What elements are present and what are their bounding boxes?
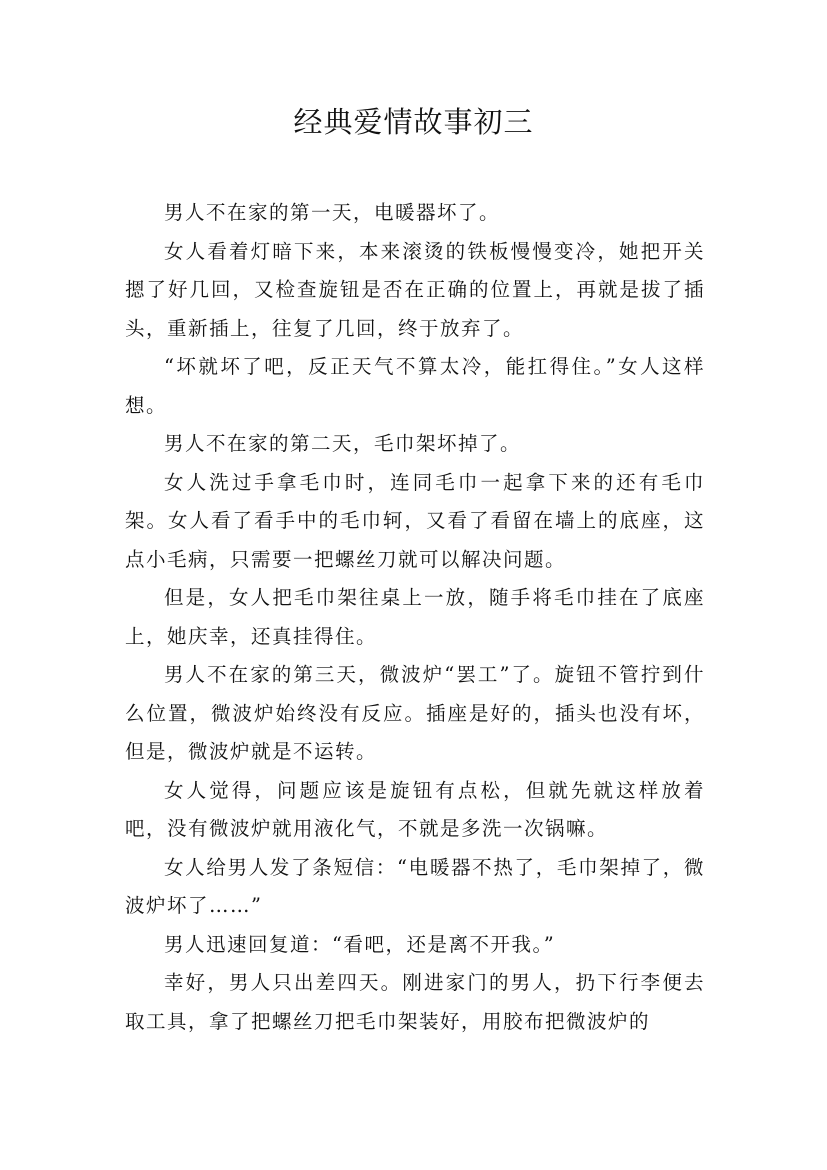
- paragraph-1: 男人不在家的第一天，电暖器坏了。: [164, 201, 501, 224]
- document-body: [125, 194, 705, 1041]
- paragraph-10: 男人迅速回复道：“看吧，还是离不开我。”: [164, 932, 556, 956]
- paragraph-11: 幸好，男人只出差四天。刚进家门的男人，扔下行李便去取工具，拿了把螺丝刀把毛巾架装好，用胶布把微波炉的: [125, 971, 705, 1033]
- paragraph-7: 男人不在家的第三天，微波炉“罢工”了。旋钮不管拧到什么位置，微波炉始终没有反应。插座是好的，插头也没有坏，但是，微波炉就是不运转。: [125, 663, 705, 763]
- paragraph-2: 女人看着灯暗下来，本来滚烫的铁板慢慢变冷，她把开关摁了好几回，又检查旋钮是否在正确的位置上，再就是拔了插头，重新插上，往复了几回，终于放弃了。: [125, 239, 705, 340]
- paragraph-6: 但是，女人把毛巾架往桌上一放，随手将毛巾挂在了底座上，她庆幸，还真挂得住。: [125, 586, 705, 648]
- paragraph-5: 女人洗过手拿毛巾时，连同毛巾一起拿下来的还有毛巾架。女人看了看手中的毛巾轲，又看了看留在墙上的底座，这点小毛病，只需要一把螺丝刀就可以解决问题。: [125, 470, 705, 571]
- paragraph-3: “坏就坏了吧，反正天气不算太冷，能扛得住。”女人这样想。: [125, 355, 705, 417]
- paragraph-4: 男人不在家的第二天，毛巾架坏掉了。: [164, 432, 522, 455]
- document-title: 经典爱情故事初三: [293, 105, 534, 139]
- paragraph-8: 女人觉得，问题应该是旋钮有点松，但就先就这样放着吧，没有微波炉就用液化气，不就是多洗一次锅嘛。: [125, 778, 705, 840]
- paragraph-9: 女人给男人发了条短信：“电暖器不热了，毛巾架掉了，微波炉坏了……”: [125, 855, 705, 917]
